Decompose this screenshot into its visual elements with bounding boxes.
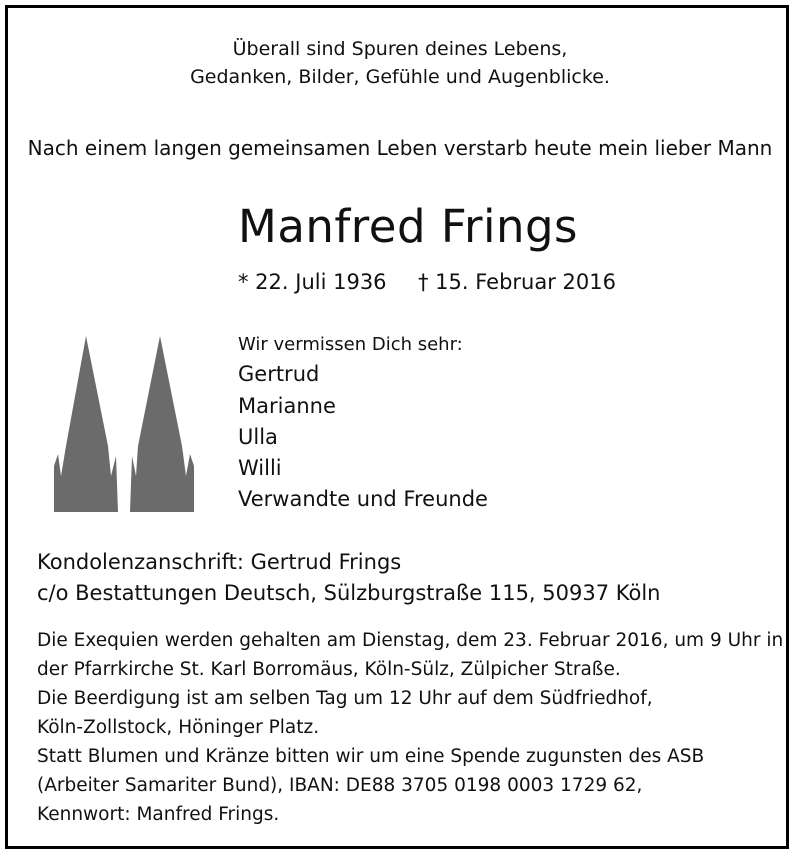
mourner-name: Gertrud	[238, 362, 320, 386]
deceased-name: Manfred Frings	[238, 200, 578, 253]
mourner-name: Willi	[238, 456, 282, 480]
cologne-cathedral-icon	[48, 326, 208, 512]
birth-date: * 22. Juli 1936	[238, 270, 387, 294]
details-line: der Pfarrkirche St. Karl Borromäus, Köln-Sülz, Zülpicher Straße.	[37, 659, 621, 680]
quote-line-2: Gedanken, Bilder, Gefühle und Augenblicke.	[190, 66, 610, 88]
condolence-address-line-1: Kondolenzanschrift: Gertrud Frings	[37, 550, 402, 574]
details-line: (Arbeiter Samariter Bund), IBAN: DE88 3705 0198 0003 1729 62,	[37, 775, 643, 796]
mourner-name: Verwandte und Freunde	[238, 487, 488, 511]
details-line: Köln-Zollstock, Höninger Platz.	[37, 717, 320, 738]
death-date: † 15. Februar 2016	[418, 270, 616, 294]
mourner-name: Marianne	[238, 394, 336, 418]
details-line: Statt Blumen und Kränze bitten wir um eine Spende zugunsten des ASB	[37, 746, 705, 767]
condolence-address-line-2: c/o Bestattungen Deutsch, Sülzburgstraße 115, 50937 Köln	[37, 581, 661, 605]
mourners-heading: Wir vermissen Dich sehr:	[238, 334, 463, 355]
intro-text: Nach einem langen gemeinsamen Leben verstarb heute mein lieber Mann	[27, 136, 773, 160]
details-line: Die Exequien werden gehalten am Dienstag, dem 23. Februar 2016, um 9 Uhr in	[37, 630, 784, 651]
mourner-name: Ulla	[238, 425, 278, 449]
cathedral-right-tower	[130, 336, 194, 512]
quote-line-1: Überall sind Spuren deines Lebens,	[232, 38, 568, 60]
cathedral-left-tower	[54, 336, 118, 512]
details-line: Kennwort: Manfred Frings.	[37, 804, 280, 825]
details-line: Die Beerdigung ist am selben Tag um 12 Uhr auf dem Südfriedhof,	[37, 688, 653, 709]
